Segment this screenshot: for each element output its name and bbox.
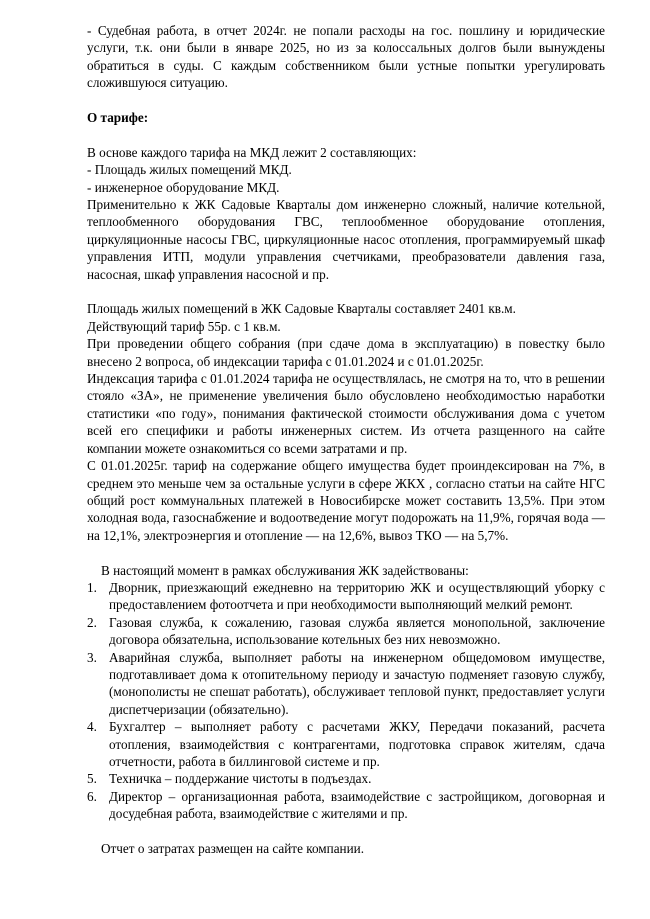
list-item — [87, 614, 605, 649]
intro-paragraph: - Судебная работа, в отчет 2024г. не попали расходы на гос. пошлину и юридические услуги, т.к. они были в январе 2025, но из за колоссальных долгов были вынуждены обратиться в суды. С каждым собственником были устные попытки урегулировать сложившуюся ситуацию. — [87, 23, 605, 91]
list-item — [87, 788, 605, 823]
area-line: Площадь жилых помещений в ЖК Садовые Кварталы составляет 2401 кв.м. — [87, 301, 516, 317]
list-item-number: 1. — [87, 579, 97, 595]
list-item-number: 2. — [87, 614, 97, 630]
spacer — [87, 544, 605, 561]
spacer — [87, 126, 605, 143]
list-item-text: Аварийная служба, выполняет работы на инженерном общедомовом имуществе, подготавливает дома к отопительному периоду и зачастую подменяет газовую службу, (монополисты не спешат работать), обслуживает тепловой пункт, предоставляет услуги диспетчеризации (обязательно). — [109, 649, 605, 717]
list-item-text: Газовая служба, к сожалению, газовая служба является монопольной, заключение договора обязательна, использование котельных без них невозможно. — [109, 614, 605, 648]
list-item-text: Техничка – поддержание чистоты в подъездах. — [109, 771, 372, 787]
list-item-number: 6. — [87, 788, 97, 804]
list-item-number: 4. — [87, 719, 97, 735]
list-item-text: Бухгалтер – выполняет работу с расчетами ЖКУ, Передачи показаний, расчета отопления, взаимодействия с контрагентами, подготовка справок жителям, сдача отчетности, работа в биллинговой системе и пр. — [109, 719, 605, 769]
spacer — [87, 823, 605, 840]
list-item — [87, 718, 605, 770]
indexation-2025-paragraph: С 01.01.2025г. тариф на содержание общего имущества будет проиндексирован на 7%, в среднем это меньше чем за остальные услуги в сфере ЖКХ , согласно статьи на сайте НГС общий рост коммунальных платежей в Новосибирске может составить 13,5%. При этом холодная вода, газоснабжение и водоотведение могут подорожать на 11,9%, горячая вода — на 12,1%, электроэнергия и отопление — на 12,6%, вывоз ТКО — на 5,7%. — [87, 458, 605, 543]
component-area: - Площадь жилых помещений МКД. — [87, 162, 292, 178]
tariff-heading: О тарифе: — [87, 110, 149, 126]
spacer — [87, 92, 605, 109]
list-item — [87, 649, 605, 719]
list-item — [87, 770, 605, 787]
spacer — [87, 283, 605, 300]
component-equipment: - инженерное оборудование МКД. — [87, 179, 280, 195]
list-item-text: Дворник, приезжающий ежедневно на территорию ЖК и осуществляющий уборку с предоставлением фотоотчета и при необходимости выполняющий мелкий ремонт. — [109, 579, 605, 613]
services-intro: В настоящий момент в рамках обслуживания ЖК задействованы: — [101, 562, 469, 578]
list-item — [87, 579, 605, 614]
list-item-number: 5. — [87, 771, 97, 787]
equipment-paragraph: Применительно к ЖК Садовые Кварталы дом инженерно сложный, наличие котельной, теплообменного оборудования ГВС, теплообменное оборудование отопления, циркуляционные насосы ГВС, циркуляционные насос отопления, программируемый шкаф управления ИТП, модули управления счетчиками, преобразователи давления газа, насосная, шкаф управления насосной и пр. — [87, 197, 605, 282]
services-list — [87, 579, 605, 823]
document-page — [87, 22, 605, 857]
list-item-number: 3. — [87, 649, 97, 665]
tariff-basis: В основе каждого тарифа на МКД лежит 2 составляющих: — [87, 144, 417, 160]
current-tariff-line: Действующий тариф 55р. с 1 кв.м. — [87, 318, 281, 334]
indexation-paragraph: Индексация тарифа с 01.01.2024 тарифа не осуществлялась, не смотря на то, что в решении стояло «ЗА», не применение увеличения было обусловлено необходимостью наработки статистики «по году», понимания фактической стоимости обслуживания дома с учетом всей его специфики и работы инженерных систем. Из отчета разщенного на сайте компании можете ознакомиться со всеми затратами и пр. — [87, 371, 605, 456]
closing-line: Отчет о затратах размещен на сайте компании. — [101, 841, 365, 857]
meeting-paragraph: При проведении общего собрания (при сдаче дома в эксплуатацию) в повестку было внесено 2 вопроса, об индексации тарифа с 01.01.2024 и с 01.01.2025г. — [87, 336, 605, 369]
list-item-text: Директор – организационная работа, взаимодействие с застройщиком, договорная и досудебная работа, взаимодействие с жителями и пр. — [109, 788, 605, 822]
